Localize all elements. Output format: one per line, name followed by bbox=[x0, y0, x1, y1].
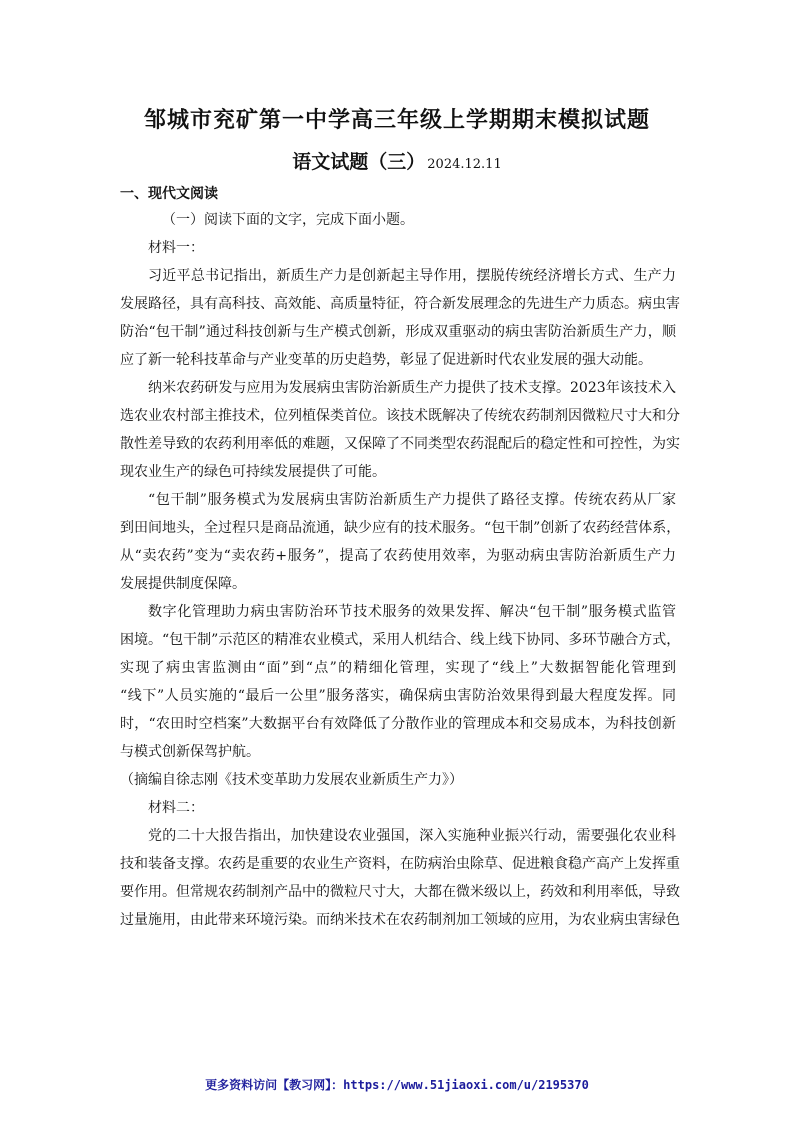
text-line: 到田间地头，全过程只是商品流通，缺少应有的技术服务。“包干制”创新了农药经营体系， bbox=[120, 520, 681, 536]
exam-subtitle bbox=[0, 147, 794, 174]
material1-label: 材料一： bbox=[148, 240, 204, 256]
text-line: 党的二十大报告指出，加快建设农业强国，深入实施种业振兴行动，需要强化农业科 bbox=[148, 828, 676, 844]
material2-paragraph bbox=[120, 822, 680, 934]
text-line: 发展提供制度保障。 bbox=[120, 576, 246, 592]
reading-instruction: （一）阅读下面的文字，完成下面小题。 bbox=[162, 212, 414, 228]
text-line: 散性差导致的农药利用率低的难题，又保障了不同类型农药混配后的稳定性和可控性，为实 bbox=[120, 436, 680, 452]
material2-label: 材料二： bbox=[148, 800, 204, 816]
text-line: 困境。“包干制”示范区的精准农业模式，采用人机结合、线上线下协同、多环节融合方式， bbox=[120, 632, 681, 648]
exam-title: 邹城市兖矿第一中学高三年级上学期期末模拟试题 bbox=[143, 107, 650, 133]
text-line: 技和装备支撑。农药是重要的农业生产资料，在防病治虫除草、促进粮食稳产高产上发挥重 bbox=[120, 856, 680, 872]
text-line: 过量施用，由此带来环境污染。而纳米技术在农药制剂加工领域的应用，为农业病虫害绿色 bbox=[120, 912, 680, 928]
text-line: “包干制”服务模式为发展病虫害防治新质生产力提供了路径支撑。传统农药从厂家 bbox=[148, 492, 676, 508]
footer-link[interactable]: 更多资料访问【教习网】：https://www.51jiaoxi.com/u/2195370 bbox=[205, 1078, 589, 1092]
material1-paragraph bbox=[120, 374, 680, 486]
text-line: “线下”人员实施的“最后一公里”服务落实，确保病虫害防治效果得到最大程度发挥。同 bbox=[120, 688, 676, 704]
material1-paragraph bbox=[120, 598, 681, 766]
text-line: 发展路径，具有高科技、高效能、高质量特征，符合新发展理念的先进生产力质态。病虫害 bbox=[120, 296, 680, 312]
subtitle-text: 语文试题（三） bbox=[292, 151, 426, 173]
text-line: 选农业农村部主推技术，位列植保类首位。该技术既解决了传统农药制剂因微粒尺寸大和分 bbox=[120, 408, 680, 424]
exam-date: 2024.12.11 bbox=[427, 157, 502, 172]
material1-paragraph bbox=[120, 486, 681, 598]
text-line: 纳米农药研发与应用为发展病虫害防治新质生产力提供了技术支撑。2023年该技术入 bbox=[148, 380, 676, 396]
text-line: 应了新一轮科技革命与产业变革的历史趋势，彰显了促进新时代农业发展的强大动能。 bbox=[120, 352, 652, 368]
text-line: 要作用。但常规农药制剂产品中的微粒尺寸大，大都在微米级以上，药效和利用率低，导致 bbox=[120, 884, 680, 900]
text-line: 从“卖农药”变为“卖农药+服务”，提高了农药使用效率，为驱动病虫害防治新质生产力 bbox=[120, 548, 676, 564]
section-heading: 一、现代文阅读 bbox=[120, 186, 218, 202]
text-line: 防治“包干制”通过科技创新与生产模式创新，形成双重驱动的病虫害防治新质生产力，顺 bbox=[120, 324, 676, 340]
text-line: 现农业生产的绿色可持续发展提供了可能。 bbox=[120, 464, 386, 480]
material1-paragraph bbox=[120, 262, 680, 374]
text-line: 习近平总书记指出，新质生产力是创新起主导作用，摆脱传统经济增长方式、生产力 bbox=[148, 268, 676, 284]
text-line: 数字化管理助力病虫害防治环节技术服务的效果发挥、解决“包干制”服务模式监管 bbox=[148, 604, 676, 620]
material1-source: （摘编自徐志刚《技术变革助力发展农业新质生产力》） bbox=[120, 772, 463, 788]
reading-passage bbox=[120, 206, 681, 934]
text-line: 实现了病虫害监测由“面”到“点”的精细化管理，实现了“线上”大数据智能化管理到 bbox=[120, 660, 676, 676]
text-line: 时，“农田时空档案”大数据平台有效降低了分散作业的管理成本和交易成本，为科技创新 bbox=[120, 716, 676, 732]
text-line: 与模式创新保驾护航。 bbox=[120, 744, 260, 760]
